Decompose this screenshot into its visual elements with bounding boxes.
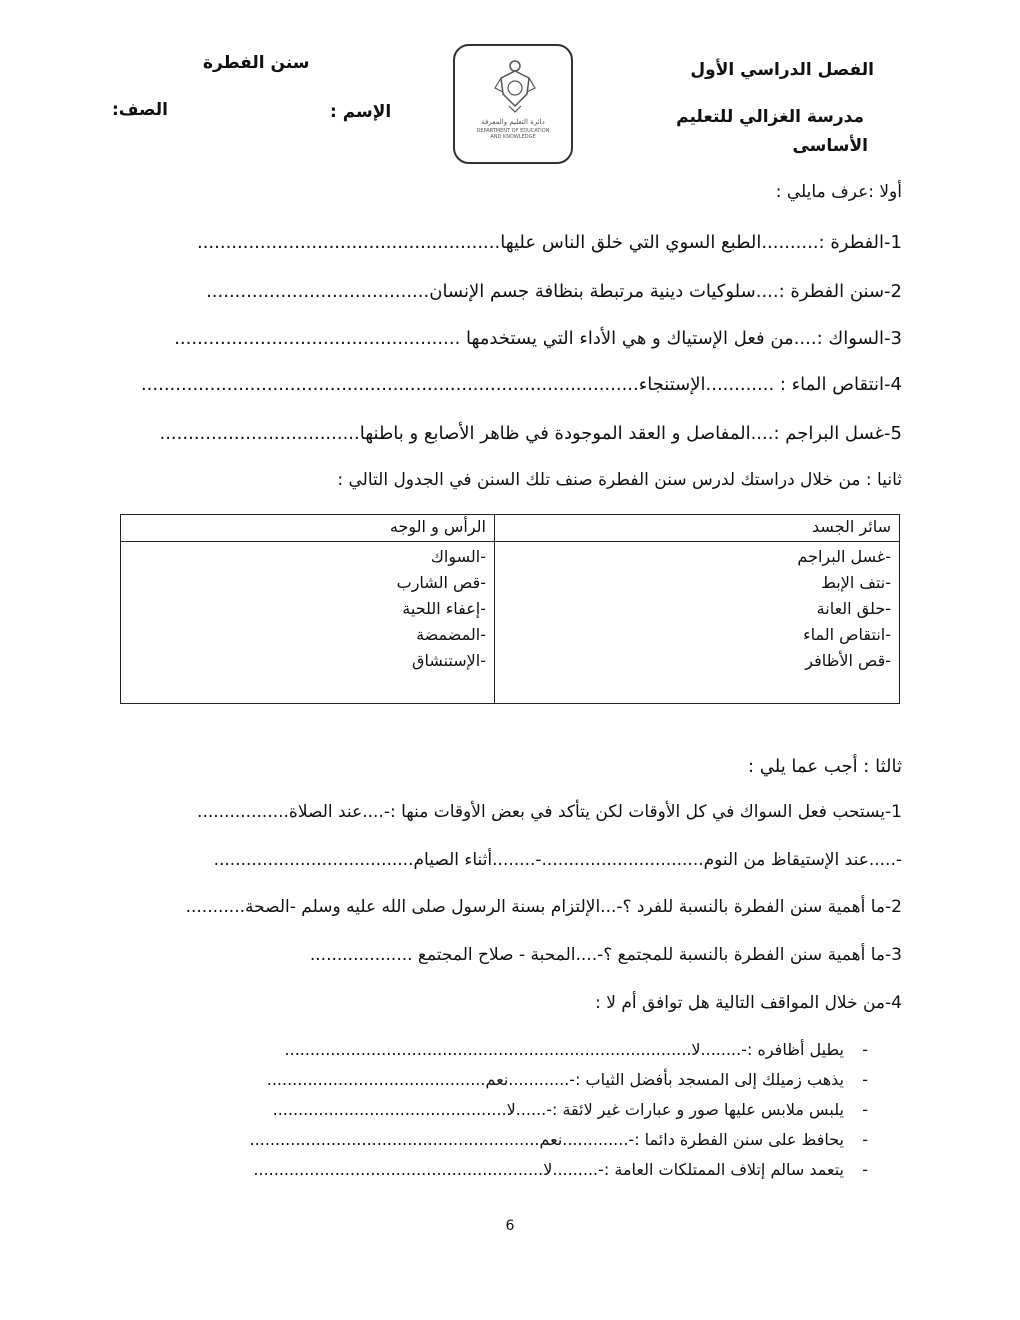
question-2: 2-ما أهمية سنن الفطرة بالنسبة للفرد ؟-...الإلتزام بسنة الرسول صلى الله عليه وسلم -الصحة........... xyxy=(185,897,902,917)
logo-text-en2: AND KNOWLEDGE xyxy=(490,134,536,140)
situation-item: يحافظ على سنن الفطرة دائما :-.............نعم......................................................... xyxy=(249,1130,844,1149)
page-number: 6 xyxy=(505,1218,515,1234)
bullet-dash: - xyxy=(862,1160,868,1179)
name-label: الإسم : xyxy=(330,102,392,122)
section2-title: ثانيا : من خلال دراستك لدرس سنن الفطرة صنف تلك السنن في الجدول التالي : xyxy=(337,470,902,490)
class-label: الصف: xyxy=(112,100,169,120)
body-item: -انتقاص الماء xyxy=(803,625,891,644)
head-item: -المضمضة xyxy=(416,625,486,644)
definition-item: 4-انتقاص الماء : ............الإستنجاء....................................................................................... xyxy=(140,374,902,395)
section1-title: أولا :عرف مايلي : xyxy=(775,182,902,202)
semester-title: الفصل الدراسي الأول xyxy=(690,60,874,80)
head-item: -السواك xyxy=(430,547,486,566)
body-item: -غسل البراجم xyxy=(797,547,891,566)
bullet-dash: - xyxy=(862,1040,868,1059)
body-item: -حلق العانة xyxy=(816,599,891,618)
head-item: -قص الشارب xyxy=(396,573,486,592)
question-3: 3-ما أهمية سنن الفطرة بالنسبة للمجتمع ؟-....المحبة - صلاح المجتمع ................... xyxy=(309,945,902,965)
situation-item: يذهب زميلك إلى المسجد بأفضل الثياب :-............نعم........................................... xyxy=(266,1070,844,1089)
situation-item: يطيل أظافره :-........لا................................................................................ xyxy=(284,1040,844,1059)
question-1-continued: -.....عند الإستيقاظ من النوم..............................-........أثناء الصيام..................................... xyxy=(213,850,902,870)
bullet-dash: - xyxy=(862,1130,868,1149)
situation-item: يلبس ملابس عليها صور و عبارات غير لائقة :-......لا.............................................. xyxy=(272,1100,844,1119)
question-4: 4-من خلال المواقف التالية هل توافق أم لا : xyxy=(595,993,902,1013)
section3-title: ثالثا : أجب عما يلي : xyxy=(747,756,902,777)
question-1: 1-يستحب فعل السواك في كل الأوقات لكن يتأكد في بعض الأوقات منها :-....عند الصلاة................. xyxy=(197,802,902,822)
bullet-dash: - xyxy=(862,1100,868,1119)
logo-text-en1: DEPARTMENT OF EDUCATION xyxy=(476,128,550,134)
department-logo xyxy=(453,44,573,164)
body-item: -نتف الإبط xyxy=(821,573,891,592)
falcon-emblem-icon xyxy=(493,58,537,114)
classification-table xyxy=(120,514,900,704)
logo-text-ar: دائرة التعليم والمعرفة xyxy=(481,118,545,126)
situation-item: يتعمد سالم إتلاف الممتلكات العامة :-.........لا......................................................... xyxy=(253,1160,844,1179)
definition-item: 2-سنن الفطرة :....سلوكيات دينية مرتبطة بنظافة جسم الإنسان....................................... xyxy=(206,281,902,302)
body-item: -قص الأظافر xyxy=(805,651,891,670)
school-name-line2: الأساسى xyxy=(792,136,868,156)
bullet-dash: - xyxy=(862,1070,868,1089)
definition-item: 3-السواك :....من فعل الإستياك و هي الأداء التي يستخدمها .................................................. xyxy=(174,328,902,349)
head-column-header: الرأس و الوجه xyxy=(121,515,495,542)
definition-item: 5-غسل البراجم :....المفاصل و العقد الموجودة في ظاهر الأصابع و باطنها................................... xyxy=(159,423,902,444)
topic-title: سنن الفطرة xyxy=(203,53,310,73)
body-column-header: سائر الجسد xyxy=(495,515,900,542)
definition-item: 1-الفطرة :..........الطبع السوي التي خلق الناس عليها..................................................... xyxy=(196,232,902,253)
head-column-list xyxy=(121,542,495,704)
school-name: مدرسة الغزالي للتعليم xyxy=(676,107,864,127)
head-item: -إعفاء اللحية xyxy=(402,599,486,618)
body-column-list xyxy=(495,542,900,704)
head-item: -الإستنشاق xyxy=(412,651,486,670)
